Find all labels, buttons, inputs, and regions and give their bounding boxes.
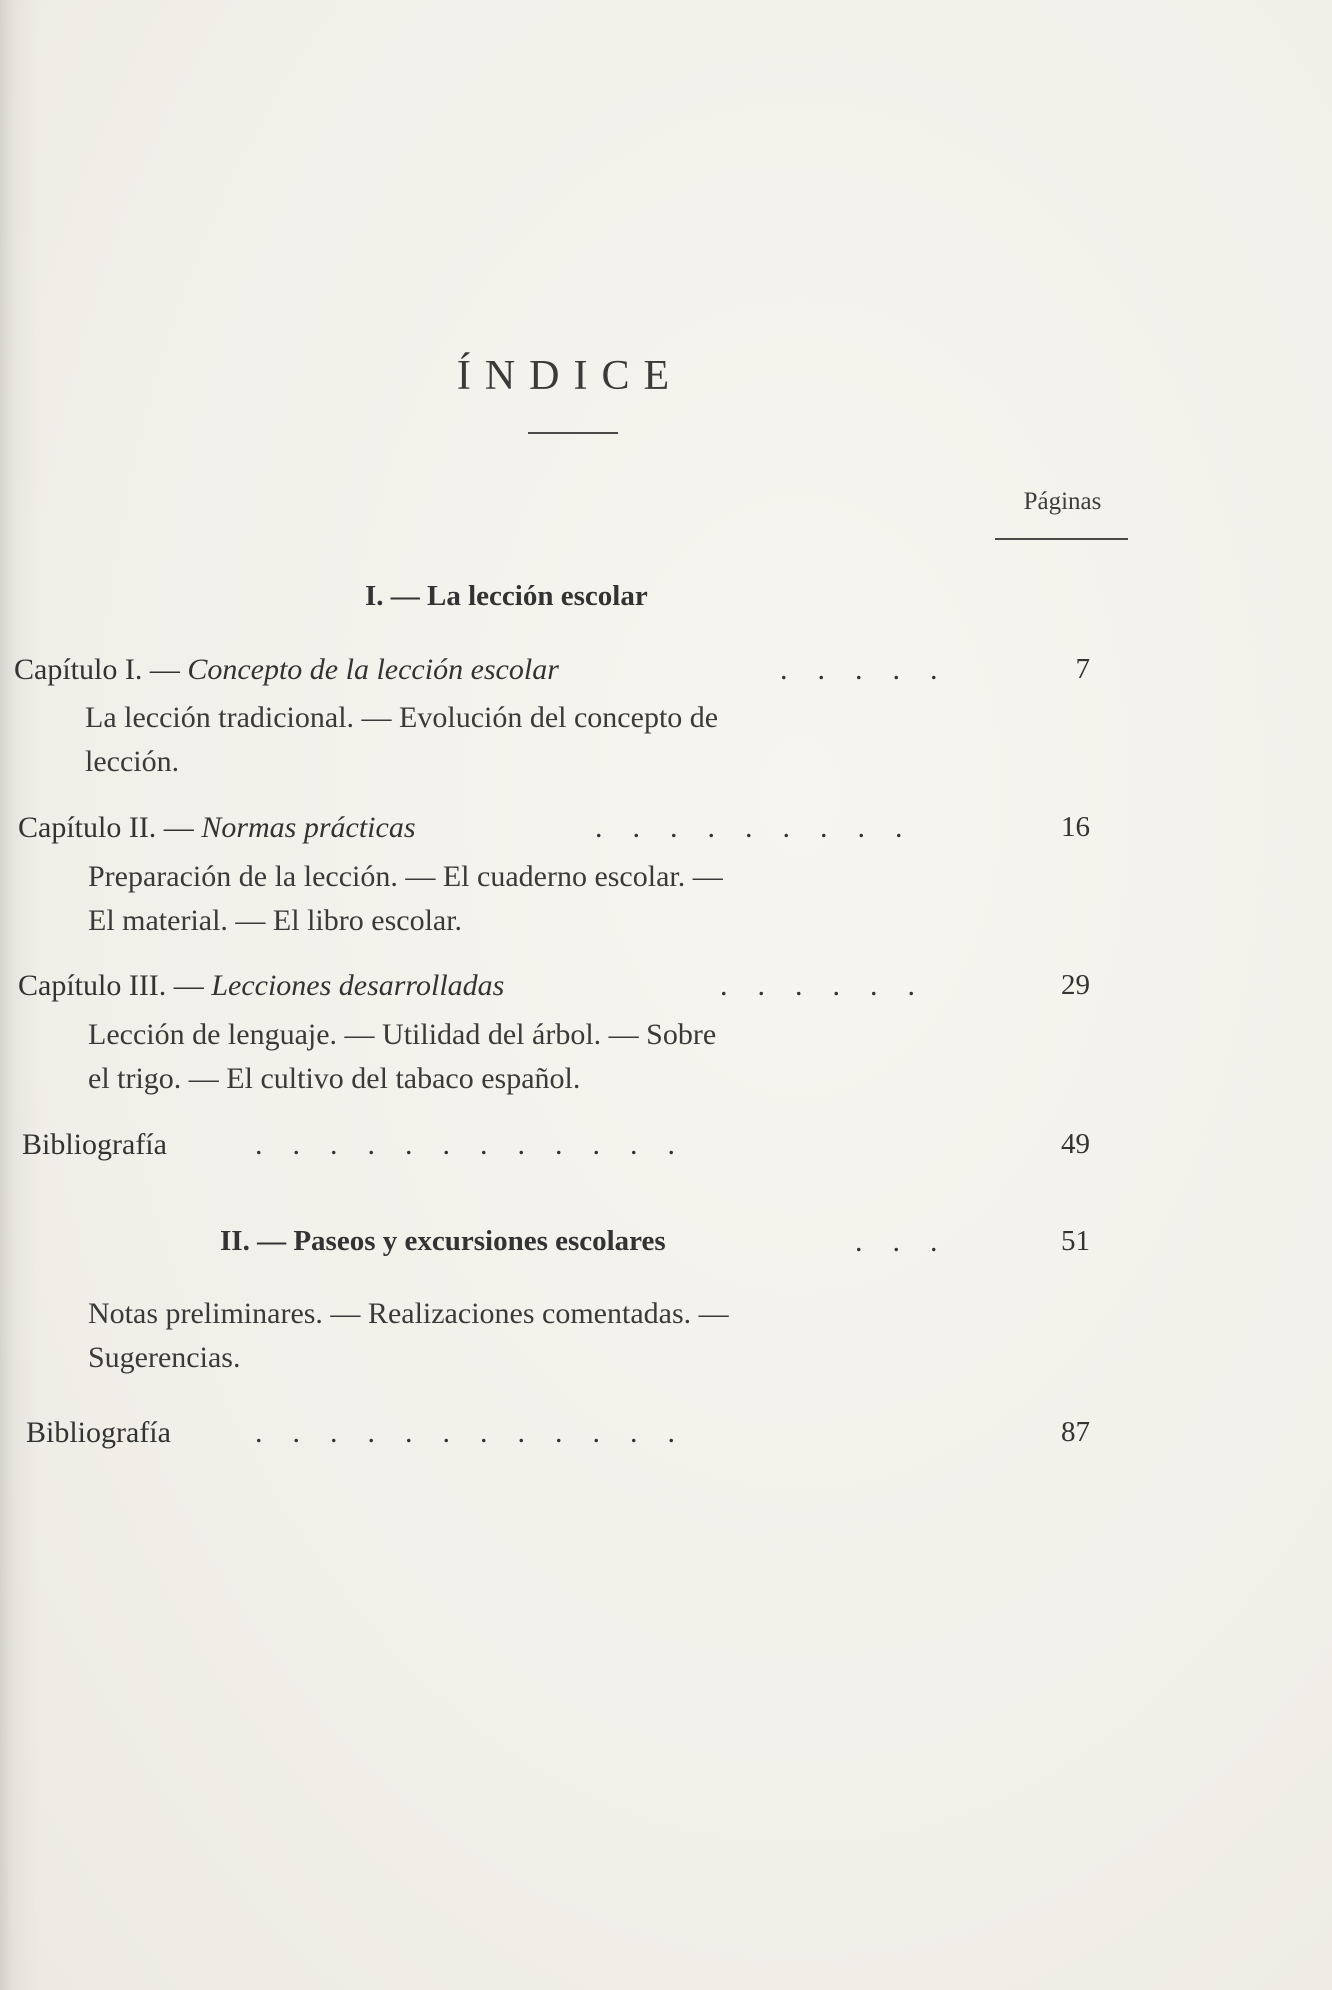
title-rule (528, 432, 618, 434)
bibliography-1-page: 49 (1061, 1128, 1090, 1160)
chapter-3-desc-line-2: el trigo. — El cultivo del tabaco español. (88, 1062, 581, 1095)
chapter-2-leader-dots: . . . . . . . . . (595, 811, 903, 844)
chapter-3-entry (18, 969, 504, 1003)
chapter-2-desc-line-2: El material. — El libro escolar. (88, 904, 463, 937)
chapter-2-desc-line-1: Preparación de la lección. — El cuaderno escolar. — (88, 860, 723, 893)
index-title: ÍNDICE (456, 353, 684, 399)
bibliography-1-leader-dots: . . . . . . . . . . . . (255, 1128, 675, 1161)
chapter-1-title: Concepto de la lección escolar (187, 653, 559, 686)
part-2-desc-line-1: Notas preliminares. — Realizaciones comentadas. — (88, 1297, 729, 1330)
chapter-3-leader-dots: . . . . . . (720, 969, 915, 1002)
bibliography-1-label: Bibliografía (22, 1128, 167, 1161)
chapter-3-desc-line-1: Lección de lenguaje. — Utilidad del árbol. — Sobre (88, 1018, 717, 1051)
chapter-1-desc-line-1: La lección tradicional. — Evolución del concepto de (85, 701, 719, 734)
chapter-1-desc-line-2: lección. (85, 745, 180, 778)
part-2-page: 51 (1061, 1225, 1090, 1257)
chapter-1-page: 7 (1075, 653, 1090, 685)
chapter-2-label: Capítulo II. — (18, 811, 194, 844)
chapter-2-page: 16 (1061, 811, 1090, 843)
chapter-2-title: Normas prácticas (201, 811, 416, 844)
part-2-desc-line-2: Sugerencias. (88, 1341, 241, 1374)
part-1-heading: I. — La lección escolar (365, 580, 648, 612)
part-2-leader-dots: . . . (855, 1225, 938, 1258)
bibliography-2-leader-dots: . . . . . . . . . . . . (255, 1416, 675, 1449)
bibliography-2-page: 87 (1061, 1416, 1090, 1448)
chapter-1-entry (14, 653, 559, 687)
chapter-1-leader-dots: . . . . . (780, 653, 938, 686)
chapter-3-title: Lecciones desarrolladas (211, 969, 505, 1002)
chapter-1-label: Capítulo I. — (14, 653, 180, 686)
bibliography-2-label: Bibliografía (26, 1416, 171, 1449)
part-2-heading: II. — Paseos y excursiones escolares (220, 1225, 666, 1257)
pages-header-rule (995, 538, 1128, 540)
chapter-3-label: Capítulo III. — (18, 969, 204, 1002)
chapter-2-entry (18, 811, 416, 845)
pages-column-header: Páginas (1023, 488, 1102, 515)
chapter-3-page: 29 (1061, 969, 1090, 1001)
